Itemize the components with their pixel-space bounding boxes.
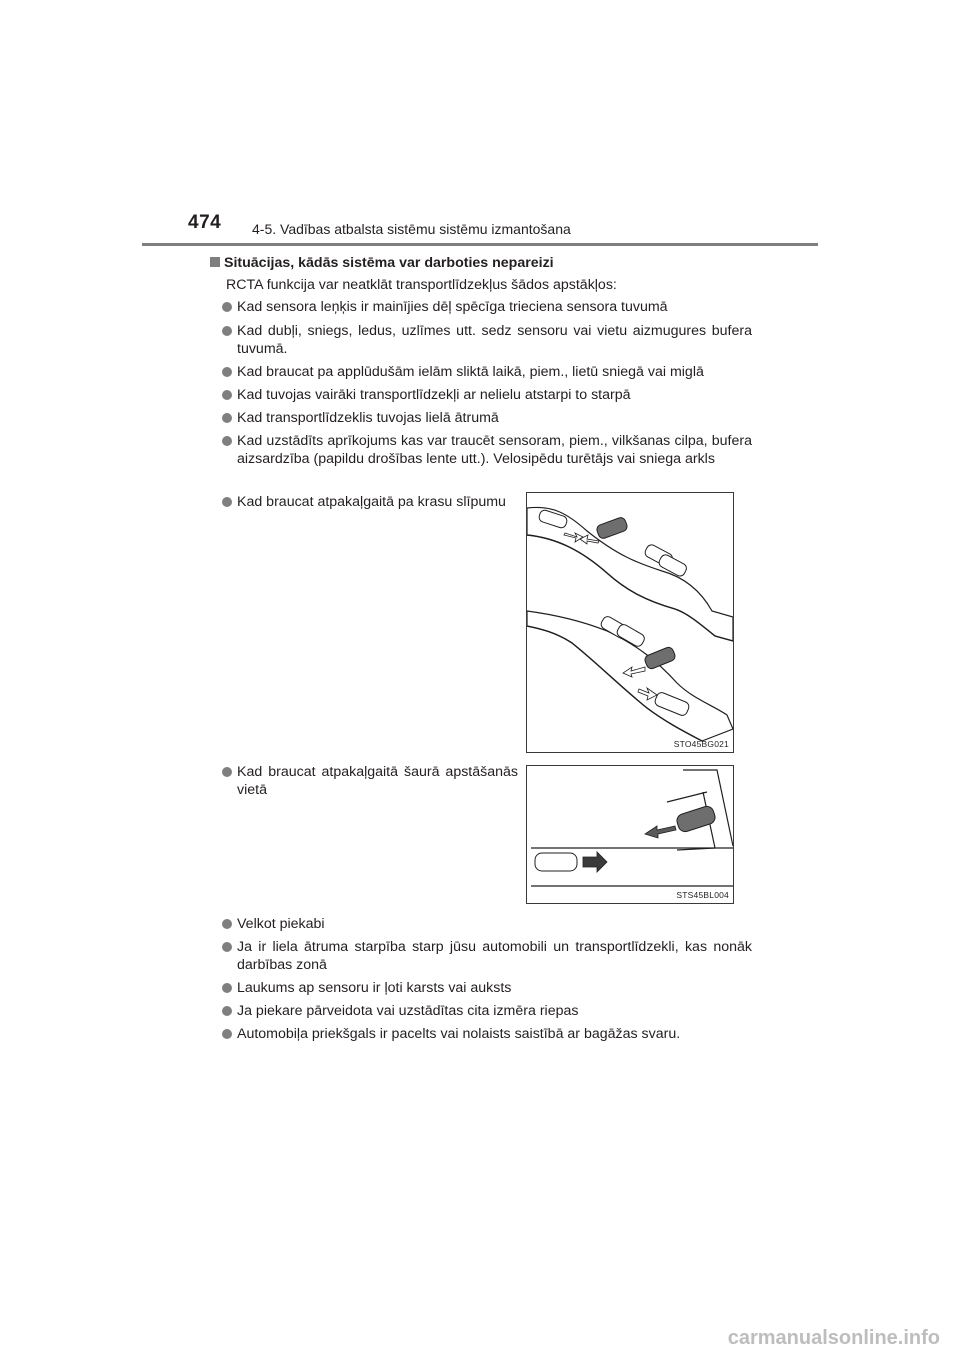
list-item-text: Kad sensora leņķis ir mainījies dēļ spēcīga trieciena sensora tuvumā <box>237 299 668 315</box>
bullet-icon <box>222 942 232 952</box>
figure-code: STS45BL004 <box>676 890 729 900</box>
arrow-icon <box>583 852 607 872</box>
bullet-icon <box>222 1006 232 1016</box>
list-item <box>222 298 752 316</box>
list-item-text: Velkot piekabi <box>237 916 325 932</box>
bullet-icon <box>222 1029 232 1039</box>
car-icon <box>535 853 577 871</box>
watermark: carmanualsonline.info <box>727 1327 940 1349</box>
list-item <box>222 363 752 381</box>
list-item <box>222 409 752 427</box>
list-item <box>222 386 752 404</box>
list-item <box>222 322 752 358</box>
list-item <box>222 432 752 468</box>
list-item <box>222 493 518 511</box>
header-rule <box>142 243 818 246</box>
bullet-icon <box>222 367 232 377</box>
bullet-icon <box>222 436 232 446</box>
bullet-icon <box>222 390 232 400</box>
list-item <box>222 763 518 799</box>
narrow-parking-illustration <box>527 766 733 903</box>
figure-code: STO45BG021 <box>673 739 729 749</box>
bullet-icon <box>222 983 232 993</box>
list-item-text: Ja ir liela ātruma starpība starp jūsu automobili un transportlīdzekli, kas nonāk darbības zonā <box>237 939 752 973</box>
list-item-text: Kad uzstādīts aprīkojums kas var traucēt sensoram, piem., vilkšanas cilpa, bufera aizsardzība (papildu drošības lente utt.). Velosipēdu turētājs vai sniega arkls <box>237 433 752 467</box>
narrow-parking-figure <box>526 765 734 904</box>
section-intro: RCTA funkcija var neatklāt transportlīdzekļus šādos apstākļos: <box>226 277 617 293</box>
bullet-icon <box>222 302 232 312</box>
list-item-text: Automobiļa priekšgals ir pacelts vai nolaists saistībā ar bagāžas svaru. <box>237 1026 681 1042</box>
chapter-title: 4-5. Vadības atbalsta sistēmu sistēmu izmantošana <box>252 221 571 237</box>
bullet-icon <box>222 919 232 929</box>
list-item <box>222 1025 752 1043</box>
list-item <box>222 979 752 997</box>
page-number: 474 <box>188 212 222 233</box>
square-bullet-icon <box>210 257 220 267</box>
list-item-text: Laukums ap sensoru ir ļoti karsts vai auksts <box>237 980 512 996</box>
list-item <box>222 915 752 933</box>
bullet-icon <box>222 413 232 423</box>
own-car-icon <box>596 516 629 539</box>
list-item-text: Kad transportlīdzeklis tuvojas lielā ātrumā <box>237 410 499 426</box>
steep-slope-figure <box>526 492 734 753</box>
steep-slope-illustration <box>527 493 733 752</box>
section-heading-text: Situācijas, kādās sistēma var darboties nepareizi <box>224 255 554 271</box>
list-item-text: Kad tuvojas vairāki transportlīdzekļi ar nelielu atstarpi to starpā <box>237 387 631 403</box>
list-item-text: Kad dubļi, sniegs, ledus, uzlīmes utt. sedz sensoru vai vietu aizmugures bufera tuvumā. <box>237 323 752 357</box>
list-item-text: Kad braucat pa applūdušām ielām sliktā laikā, piem., lietū sniegā vai miglā <box>237 364 704 380</box>
list-item <box>222 938 752 974</box>
list-item-text: Kad braucat atpakaļgaitā pa krasu slīpumu <box>237 494 506 510</box>
bullet-icon <box>222 326 232 336</box>
arrow-icon <box>645 826 676 838</box>
bullet-icon <box>222 767 232 777</box>
list-item-text: Kad braucat atpakaļgaitā šaurā apstāšanās vietā <box>237 764 518 798</box>
list-item <box>222 1002 752 1020</box>
bullet-icon <box>222 497 232 507</box>
list-item-text: Ja piekare pārveidota vai uzstādītas cita izmēra riepas <box>237 1003 579 1019</box>
section-heading <box>210 254 750 272</box>
